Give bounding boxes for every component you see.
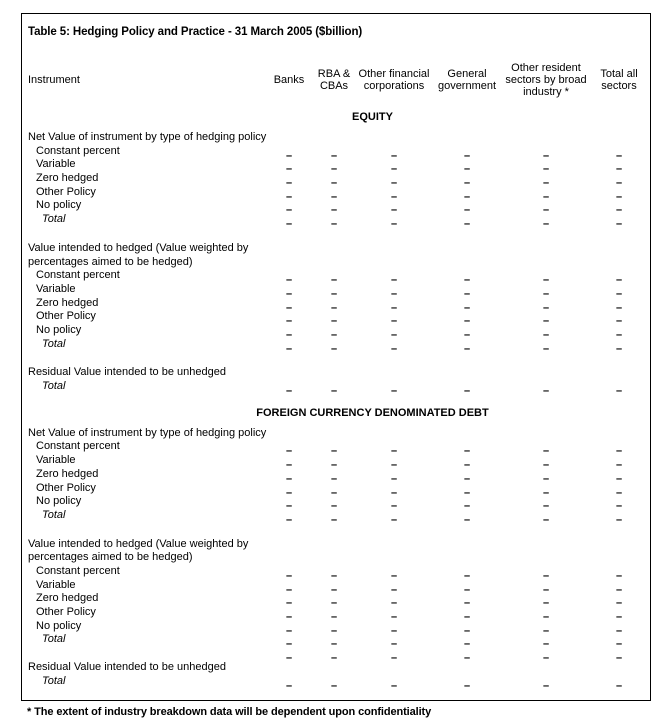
dash-value: – [615, 638, 623, 651]
dash-value: – [285, 597, 293, 610]
dash-value: – [390, 328, 398, 341]
dash-value: – [542, 163, 550, 176]
dash-value: – [330, 679, 338, 692]
column-header-rba-cbas [312, 68, 356, 92]
dash-value: – [463, 274, 471, 287]
value-cell-other-resident-sectors [502, 145, 590, 162]
value-cell-banks [266, 269, 312, 287]
dash-value: – [615, 679, 623, 692]
dash-value: – [463, 218, 471, 231]
row-label: Total [42, 337, 66, 350]
dash-value: – [542, 569, 550, 582]
dash-value: – [463, 190, 471, 203]
value-cell-total-all-sectors [590, 675, 648, 692]
value-cell-total-all-sectors [590, 380, 648, 398]
instrument-row [22, 440, 650, 458]
dash-value: – [330, 204, 338, 217]
value-cell-other-financial-corporations [356, 440, 432, 458]
dash-value: – [463, 500, 471, 513]
dash-value: – [463, 679, 471, 692]
value-cell-other-resident-sectors [502, 269, 590, 287]
dash-value: – [463, 163, 471, 176]
row-label: Total [42, 380, 66, 393]
dash-value: – [615, 204, 623, 217]
dash-value: – [463, 445, 471, 458]
dash-value: – [463, 472, 471, 485]
dash-value: – [330, 163, 338, 176]
value-cell-total-all-sectors [590, 440, 648, 458]
dash-value: – [542, 385, 550, 398]
value-cell-banks [266, 145, 312, 162]
dash-value: – [542, 287, 550, 300]
dash-value: – [330, 190, 338, 203]
dash-value: – [330, 315, 338, 328]
dash-value: – [285, 177, 293, 190]
dash-value: – [542, 652, 550, 665]
dash-value: – [615, 177, 623, 190]
row-label: Constant percent [36, 144, 120, 157]
dash-value: – [463, 385, 471, 398]
value-cell-other-resident-sectors [502, 675, 590, 692]
row-label: Other Policy [36, 185, 96, 198]
column-header-other-resident-sectors [502, 62, 590, 98]
dash-value: – [390, 569, 398, 582]
dash-value: – [285, 500, 293, 513]
dash-value: – [330, 513, 338, 526]
footnote: * The extent of industry breakdown data will be dependent upon confidentiality [27, 706, 432, 718]
dash-value: – [615, 190, 623, 203]
dash-value: – [390, 385, 398, 398]
value-cell-total-all-sectors [590, 269, 648, 287]
row-label: Variable [36, 158, 76, 171]
dash-value: – [542, 486, 550, 499]
dash-value: – [330, 597, 338, 610]
dash-value: – [615, 445, 623, 458]
dash-value: – [390, 624, 398, 637]
dash-value: – [390, 315, 398, 328]
group-label: percentages aimed to be hedged) [28, 255, 193, 268]
dash-value: – [390, 472, 398, 485]
dash-value: – [390, 163, 398, 176]
row-label: Constant percent [36, 564, 120, 577]
dash-value: – [330, 500, 338, 513]
column-header-total-all-sectors [590, 68, 648, 92]
dash-value: – [285, 624, 293, 637]
dash-value: – [463, 569, 471, 582]
dash-value: – [463, 459, 471, 472]
value-cell-other-financial-corporations [356, 145, 432, 162]
dash-value: – [463, 342, 471, 355]
value-cell-other-resident-sectors [502, 440, 590, 458]
row-label: Zero hedged [36, 592, 99, 605]
column-header-instrument: Instrument [28, 74, 80, 86]
dash-value: – [615, 624, 623, 637]
column-header-line: sectors [601, 80, 637, 92]
dash-value: – [542, 274, 550, 287]
dash-value: – [330, 583, 338, 596]
section-heading-equity: EQUITY [352, 111, 393, 123]
group-label: Residual Value intended to be unhedged [28, 366, 226, 379]
row-label: No policy [36, 323, 82, 336]
instrument-group [22, 426, 650, 526]
column-header-row [22, 56, 650, 104]
dash-value: – [390, 190, 398, 203]
dash-value: – [285, 315, 293, 328]
value-cell-other-resident-sectors [502, 380, 590, 398]
group-label: Residual Value intended to be unhedged [28, 660, 226, 673]
section-equity [22, 110, 650, 398]
dash-value: – [285, 274, 293, 287]
dash-value: – [390, 445, 398, 458]
dash-value: – [463, 638, 471, 651]
dash-value: – [285, 445, 293, 458]
group-label: Value intended to hedged (Value weighted by [28, 241, 249, 254]
dash-value: – [542, 218, 550, 231]
dash-value: – [615, 611, 623, 624]
column-header-line: corporations [363, 80, 425, 92]
row-label: Total [42, 213, 66, 226]
value-cell-rba-cbas [312, 269, 356, 287]
column-header-line: government [437, 80, 497, 92]
dash-value: – [390, 204, 398, 217]
instrument-row [22, 564, 650, 582]
row-label: No policy [36, 199, 82, 212]
dash-value: – [615, 385, 623, 398]
dash-value: – [615, 513, 623, 526]
dash-value: – [390, 177, 398, 190]
dash-value: – [542, 638, 550, 651]
dash-value: – [330, 486, 338, 499]
row-label: Zero hedged [36, 467, 99, 480]
dash-value: – [542, 500, 550, 513]
dash-value: – [390, 459, 398, 472]
dash-value: – [542, 149, 550, 162]
dash-value: – [463, 513, 471, 526]
row-label: Variable [36, 454, 76, 467]
dash-value: – [615, 569, 623, 582]
dash-value: – [615, 486, 623, 499]
dash-value: – [285, 218, 293, 231]
column-header-line: sectors by broad [505, 74, 587, 86]
instrument-group [22, 131, 650, 231]
dash-value: – [390, 287, 398, 300]
column-header-general-government [432, 68, 502, 92]
value-cell-general-government [432, 269, 502, 287]
column-header-line: Other resident [511, 62, 581, 74]
row-label: Variable [36, 578, 76, 591]
dash-value: – [390, 583, 398, 596]
dash-value: – [542, 459, 550, 472]
table-body [22, 110, 650, 692]
value-cell-total-all-sectors [590, 145, 648, 162]
dash-value: – [615, 287, 623, 300]
dash-value: – [463, 624, 471, 637]
column-header-other-financial-corporations [356, 68, 432, 92]
row-label [22, 647, 266, 661]
dash-value: – [285, 342, 293, 355]
row-label: Variable [36, 282, 76, 295]
dash-value: – [463, 204, 471, 217]
dash-value: – [285, 513, 293, 526]
column-header-line: Other financial [358, 68, 430, 80]
dash-value: – [542, 611, 550, 624]
dash-value: – [542, 597, 550, 610]
dash-value: – [330, 638, 338, 651]
dash-value: – [390, 638, 398, 651]
dash-value: – [330, 149, 338, 162]
dash-value: – [330, 274, 338, 287]
dash-value: – [390, 500, 398, 513]
dash-value: – [463, 287, 471, 300]
dash-value: – [285, 569, 293, 582]
dash-value: – [463, 177, 471, 190]
row-label: Other Policy [36, 481, 96, 494]
dash-value: – [463, 583, 471, 596]
value-cell-general-government [432, 380, 502, 398]
dash-value: – [285, 287, 293, 300]
group-label: Net Value of instrument by type of hedging policy [28, 131, 267, 143]
dash-value: – [390, 486, 398, 499]
dash-value: – [330, 652, 338, 665]
dash-value: – [285, 679, 293, 692]
value-cell-general-government [432, 145, 502, 162]
dash-value: – [390, 513, 398, 526]
column-header-banks [266, 74, 312, 86]
group-label: Value intended to hedged (Value weighted by [28, 537, 249, 550]
dash-value: – [285, 486, 293, 499]
instrument-row [22, 674, 650, 692]
row-label: Total [42, 508, 66, 521]
dash-value: – [463, 315, 471, 328]
value-cell-rba-cbas [312, 380, 356, 398]
dash-value: – [390, 597, 398, 610]
dash-value: – [330, 218, 338, 231]
value-cell-rba-cbas [312, 440, 356, 458]
dash-value: – [542, 513, 550, 526]
dash-value: – [463, 301, 471, 314]
section-foreign-currency-denominated-debt [22, 406, 650, 692]
dash-value: – [615, 163, 623, 176]
dash-value: – [285, 163, 293, 176]
dash-value: – [285, 652, 293, 665]
dash-value: – [330, 301, 338, 314]
dash-value: – [542, 624, 550, 637]
dash-value: – [390, 218, 398, 231]
row-label: Constant percent [36, 269, 120, 282]
column-header-line: RBA & [317, 68, 351, 80]
column-header-line: CBAs [319, 80, 349, 92]
dash-value: – [285, 328, 293, 341]
dash-value: – [463, 149, 471, 162]
dash-value: – [285, 204, 293, 217]
dash-value: – [542, 177, 550, 190]
instrument-row [22, 269, 650, 287]
dash-value: – [390, 149, 398, 162]
dash-value: – [285, 611, 293, 624]
dash-value: – [285, 472, 293, 485]
instrument-group [22, 537, 650, 665]
group-label: percentages aimed to be hedged) [28, 551, 193, 564]
instrument-row [22, 380, 650, 398]
dash-value: – [330, 624, 338, 637]
dash-value: – [463, 652, 471, 665]
row-label: Total [42, 674, 66, 687]
dash-value: – [542, 679, 550, 692]
dash-value: – [330, 459, 338, 472]
section-heading-foreign-currency-denominated-debt: FOREIGN CURRENCY DENOMINATED DEBT [256, 406, 489, 419]
row-label: No policy [36, 619, 82, 632]
dash-value: – [615, 652, 623, 665]
value-cell-general-government [432, 565, 502, 582]
dash-value: – [285, 149, 293, 162]
dash-value: – [330, 287, 338, 300]
dash-value: – [330, 177, 338, 190]
instrument-group [22, 366, 650, 398]
dash-value: – [330, 611, 338, 624]
dash-value: – [615, 459, 623, 472]
value-cell-other-financial-corporations [356, 565, 432, 582]
hedging-policy-table [21, 13, 651, 701]
dash-value: – [542, 445, 550, 458]
value-cell-banks [266, 675, 312, 692]
value-cell-banks [266, 440, 312, 458]
column-header-line: General [447, 68, 487, 80]
dash-value: – [285, 459, 293, 472]
dash-value: – [285, 385, 293, 398]
dash-value: – [542, 190, 550, 203]
dash-value: – [330, 385, 338, 398]
dash-value: – [390, 342, 398, 355]
value-cell-general-government [432, 675, 502, 692]
row-label: Zero hedged [36, 296, 99, 309]
dash-value: – [615, 583, 623, 596]
row-label: Constant percent [36, 440, 120, 453]
dash-value: – [615, 342, 623, 355]
value-cell-total-all-sectors [590, 565, 648, 582]
dash-value: – [330, 445, 338, 458]
dash-value: – [542, 301, 550, 314]
instrument-group [22, 241, 650, 355]
dash-value: – [390, 652, 398, 665]
dash-value: – [615, 328, 623, 341]
instrument-row [22, 144, 650, 162]
dash-value: – [463, 486, 471, 499]
dash-value: – [615, 149, 623, 162]
dash-value: – [542, 328, 550, 341]
dash-value: – [542, 315, 550, 328]
dash-value: – [542, 583, 550, 596]
row-label: Other Policy [36, 310, 96, 323]
dash-value: – [615, 597, 623, 610]
column-header-line: Total all [600, 68, 638, 80]
dash-value: – [542, 342, 550, 355]
value-cell-banks [266, 565, 312, 582]
dash-value: – [463, 611, 471, 624]
value-cell-rba-cbas [312, 145, 356, 162]
value-cell-rba-cbas [312, 565, 356, 582]
column-header-line: Banks [273, 74, 305, 86]
value-cell-banks [266, 380, 312, 398]
dash-value: – [615, 500, 623, 513]
dash-value: – [330, 342, 338, 355]
dash-value: – [330, 328, 338, 341]
value-cell-other-resident-sectors [502, 565, 590, 582]
dash-value: – [285, 638, 293, 651]
group-label: Net Value of instrument by type of hedging policy [28, 426, 267, 439]
value-cell-general-government [432, 440, 502, 458]
value-cell-rba-cbas [312, 675, 356, 692]
dash-value: – [390, 679, 398, 692]
dash-value: – [615, 315, 623, 328]
table-title: Table 5: Hedging Policy and Practice - 31 March 2005 ($billion) [28, 26, 363, 38]
dash-value: – [615, 218, 623, 231]
dash-value: – [285, 190, 293, 203]
row-label: No policy [36, 495, 82, 508]
dash-value: – [542, 204, 550, 217]
row-label: Zero hedged [36, 172, 99, 185]
column-header-line: industry * [523, 86, 569, 98]
dash-value: – [542, 472, 550, 485]
row-label: Other Policy [36, 606, 96, 619]
value-cell-other-financial-corporations [356, 380, 432, 398]
dash-value: – [615, 472, 623, 485]
dash-value: – [330, 472, 338, 485]
dash-value: – [463, 597, 471, 610]
dash-value: – [330, 569, 338, 582]
dash-value: – [615, 274, 623, 287]
dash-value: – [390, 611, 398, 624]
dash-value: – [390, 301, 398, 314]
dash-value: – [615, 301, 623, 314]
dash-value: – [285, 583, 293, 596]
dash-value: – [463, 328, 471, 341]
value-cell-other-financial-corporations [356, 269, 432, 287]
dash-value: – [390, 274, 398, 287]
dash-value: – [285, 301, 293, 314]
value-cell-other-financial-corporations [356, 675, 432, 692]
row-label: Total [42, 633, 66, 646]
